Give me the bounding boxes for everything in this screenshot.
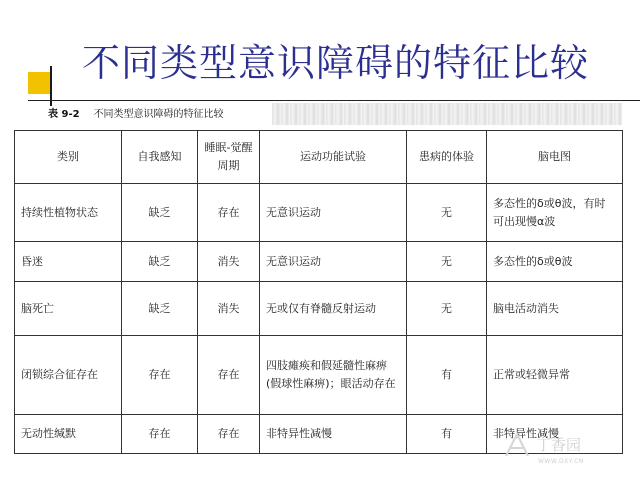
- cell-eeg: 非特异性减慢: [487, 415, 623, 454]
- header-category: 类别: [15, 131, 122, 184]
- accent-horizontal-line: [28, 100, 640, 101]
- watermark-url: WWW.DXY.CN: [538, 458, 584, 465]
- cell-motor: 非特异性减慢: [260, 415, 407, 454]
- cell-experience: 无: [407, 184, 487, 242]
- cell-category: 昏迷: [15, 242, 122, 282]
- cell-self-awareness: 存在: [122, 415, 198, 454]
- cell-self-awareness: 缺乏: [122, 242, 198, 282]
- cell-category: 无动性缄默: [15, 415, 122, 454]
- header-eeg: 脑电图: [487, 131, 623, 184]
- slide-title: 不同类型意识障碍的特征比较: [82, 41, 590, 85]
- cell-sleep-wake: 存在: [198, 415, 260, 454]
- cell-motor: 无意识运动: [260, 242, 407, 282]
- watermark-text: 丁香园: [536, 436, 582, 454]
- table-row: [15, 242, 623, 282]
- cell-motor: 无或仅有脊髓反射运动: [260, 282, 407, 336]
- header-illness-experience: 患病的体验: [407, 131, 487, 184]
- header-sleep-wake-cycle: 睡眠-觉醒周期: [198, 131, 260, 184]
- accent-square: [28, 72, 50, 94]
- cell-category: 脑死亡: [15, 282, 122, 336]
- table-caption-number: 表 9-2: [48, 109, 80, 120]
- cell-category: 持续性植物状态: [15, 184, 122, 242]
- header-self-awareness: 自我感知: [122, 131, 198, 184]
- cell-motor: 无意识运动: [260, 184, 407, 242]
- table-header-row: [15, 131, 623, 184]
- cell-sleep-wake: 存在: [198, 336, 260, 415]
- watermark-logo-icon: [502, 430, 532, 460]
- cell-category: 闭锁综合征存在: [15, 336, 122, 415]
- table-row: [15, 184, 623, 242]
- table-row: [15, 336, 623, 415]
- table-row: [15, 282, 623, 336]
- cell-self-awareness: 缺乏: [122, 282, 198, 336]
- cell-eeg: 正常或轻微异常: [487, 336, 623, 415]
- cell-self-awareness: 缺乏: [122, 184, 198, 242]
- cell-experience: 有: [407, 415, 487, 454]
- cell-sleep-wake: 存在: [198, 184, 260, 242]
- cell-motor: 四肢瘫痪和假延髓性麻痹(假球性麻痹)；眼活动存在: [260, 336, 407, 415]
- cell-eeg: 脑电活动消失: [487, 282, 623, 336]
- cell-eeg: 多态性的δ或θ波: [487, 242, 623, 282]
- table-caption: [48, 108, 224, 122]
- comparison-table: [14, 130, 623, 454]
- cell-eeg: 多态性的δ或θ波，有时可出现慢α波: [487, 184, 623, 242]
- cell-experience: 无: [407, 242, 487, 282]
- cell-self-awareness: 存在: [122, 336, 198, 415]
- scan-artifact: [272, 103, 622, 125]
- cell-sleep-wake: 消失: [198, 282, 260, 336]
- cell-sleep-wake: 消失: [198, 242, 260, 282]
- cell-experience: 有: [407, 336, 487, 415]
- cell-experience: 无: [407, 282, 487, 336]
- header-motor-function: 运动功能试验: [260, 131, 407, 184]
- table-caption-title: 不同类型意识障碍的特征比较: [93, 109, 224, 120]
